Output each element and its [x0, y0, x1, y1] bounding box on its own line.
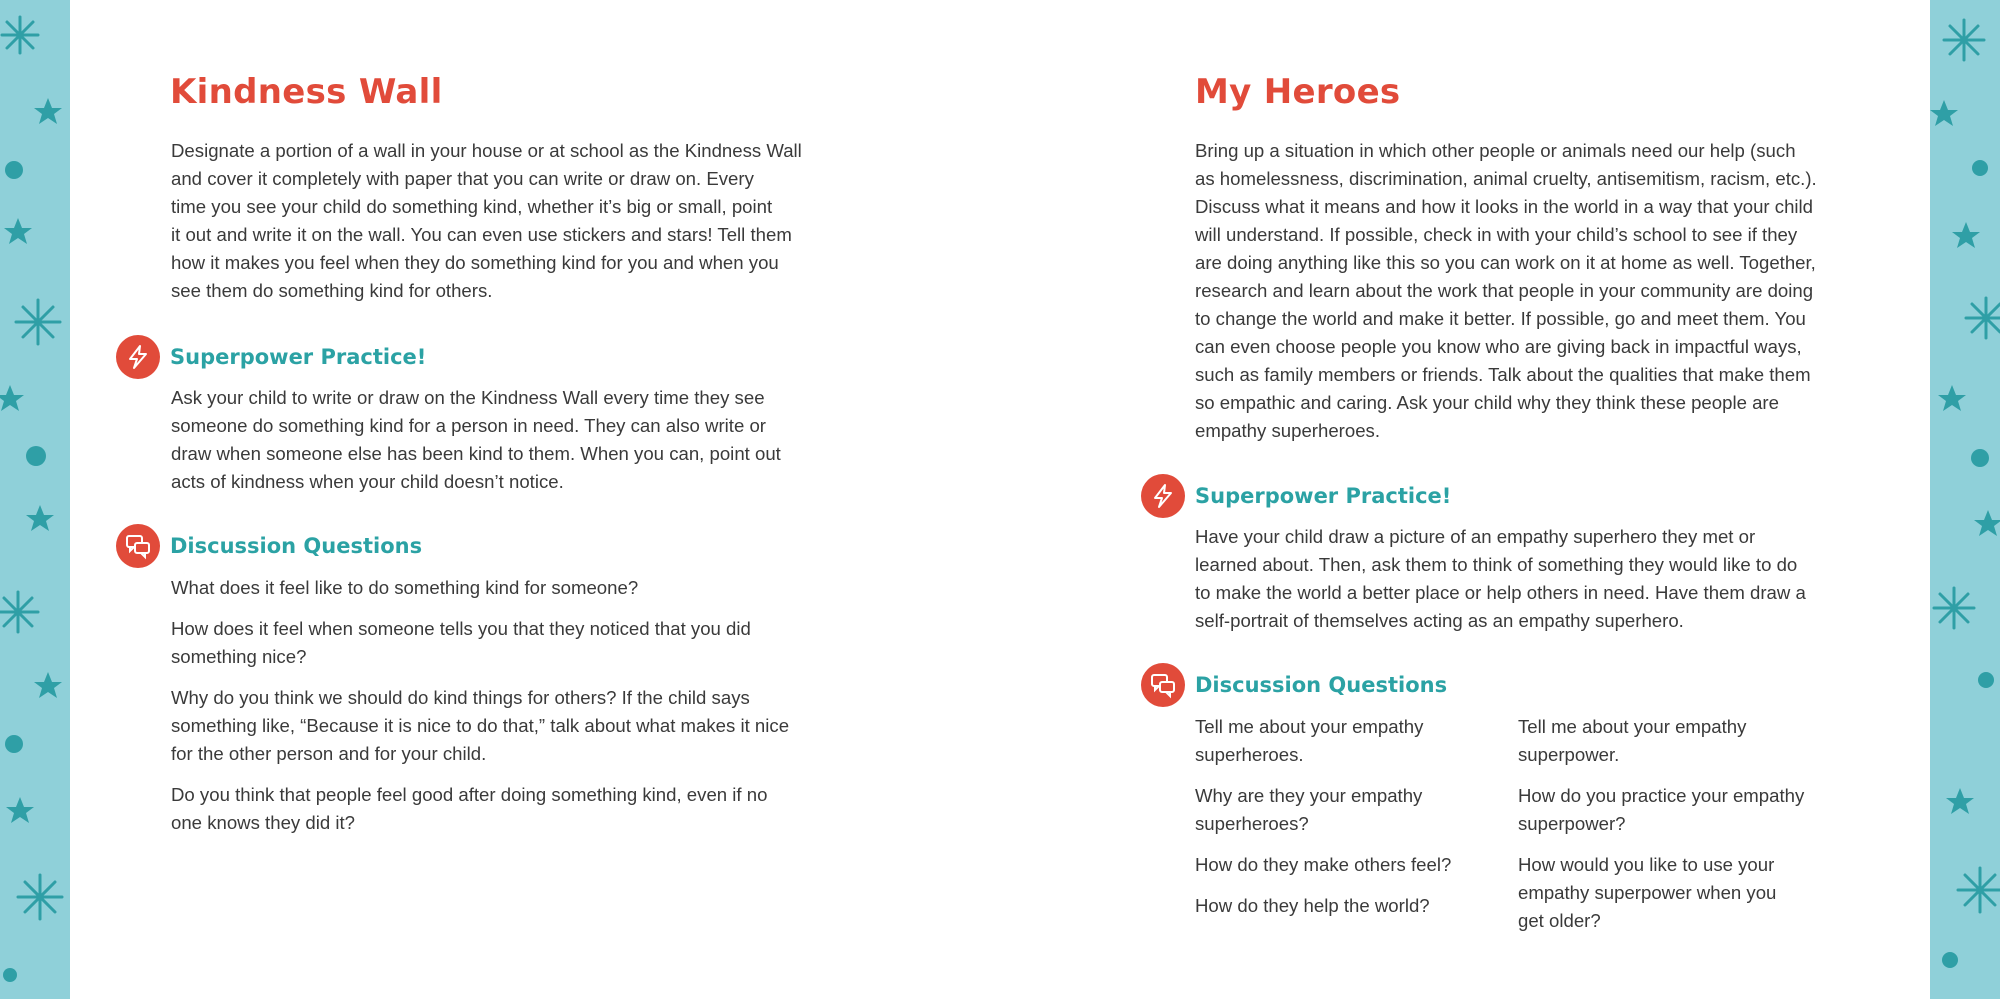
- discussion-question: How do they make others feel?: [1195, 854, 1452, 875]
- right-page: [1100, 0, 1930, 999]
- page-title: Kindness Wall: [170, 72, 443, 112]
- discussion-question: How do you practice your empathy superpower?: [1518, 785, 1805, 834]
- discussion-question: Tell me about your empathy superpower.: [1518, 716, 1747, 765]
- lightning-icon: [1141, 474, 1185, 518]
- discussion-question: Why are they your empathy superheroes?: [1195, 785, 1423, 834]
- practice-paragraph: Have your child draw a picture of an empathy superhero they met or learned about. Then, ask them to think of something they would like to do to make the world a better place or help others in need. Have them draw a self-portrait of themselves acting as an empathy superhero.: [1195, 526, 1806, 631]
- discussion-question: How would you like to use your empathy superpower when you get older?: [1518, 854, 1777, 931]
- discussion-question: Tell me about your empathy superheroes.: [1195, 716, 1424, 765]
- left-page: [70, 0, 970, 999]
- intro-paragraph: Designate a portion of a wall in your house or at school as the Kindness Wall and cover it completely with paper that you can write or draw on. Every time you see your child do something kind, whether it’s big or small, point it out and write it on the wall. You can even use stickers and stars! Tell them how it makes you feel when they do something kind for you and when you see them do something kind for others.: [171, 140, 802, 301]
- practice-paragraph: Ask your child to write or draw on the Kindness Wall every time they see someone do something kind for a person in need. They can also write or draw when someone else has been kind to them. When you can, point out acts of kindness when your child doesn’t notice.: [171, 387, 781, 492]
- superpower-practice-heading: Superpower Practice!: [1141, 474, 1451, 518]
- right-decorative-border: [1930, 0, 2000, 999]
- star-burst-pattern-icon: [1930, 0, 2000, 999]
- discussion-questions-heading: Discussion Questions: [116, 524, 422, 568]
- intro-paragraph: Bring up a situation in which other people or animals need our help (such as homelessness, discrimination, animal cruelty, antisemitism, racism, etc.). Discuss what it means and how it looks in the world in a way that your child will understand. If possible, check in with your child’s school to see if they are doing anything like this so you can work on it at home as well. Together, research and learn about the work that people in your community are doing to change the world and make it better. If possible, go and meet them. You can even choose people you know who are giving back in impactful ways, such as family members or friends. Talk about the qualities that make them so empathic and caring. Ask your child why they think these people are empathy superheroes.: [1195, 140, 1817, 441]
- discussion-question: Do you think that people feel good after doing something kind, even if no one knows they did it?: [171, 784, 768, 833]
- discussion-questions-heading: Discussion Questions: [1141, 663, 1447, 707]
- superpower-practice-heading: Superpower Practice!: [116, 335, 426, 379]
- speech-bubbles-icon: [1141, 663, 1185, 707]
- discussion-question: How do they help the world?: [1195, 895, 1430, 916]
- discussion-question: What does it feel like to do something kind for someone?: [171, 577, 639, 598]
- left-decorative-border: [0, 0, 70, 999]
- lightning-icon: [116, 335, 160, 379]
- speech-bubbles-icon: [116, 524, 160, 568]
- discussion-question: Why do you think we should do kind things for others? If the child says something like, “Because it is nice to do that,” talk about what makes it nice for the other person and for your child.: [171, 687, 790, 764]
- page-title: My Heroes: [1195, 72, 1401, 112]
- star-burst-pattern-icon: [0, 0, 70, 999]
- discussion-question: How does it feel when someone tells you that they noticed that you did something nice?: [171, 618, 751, 667]
